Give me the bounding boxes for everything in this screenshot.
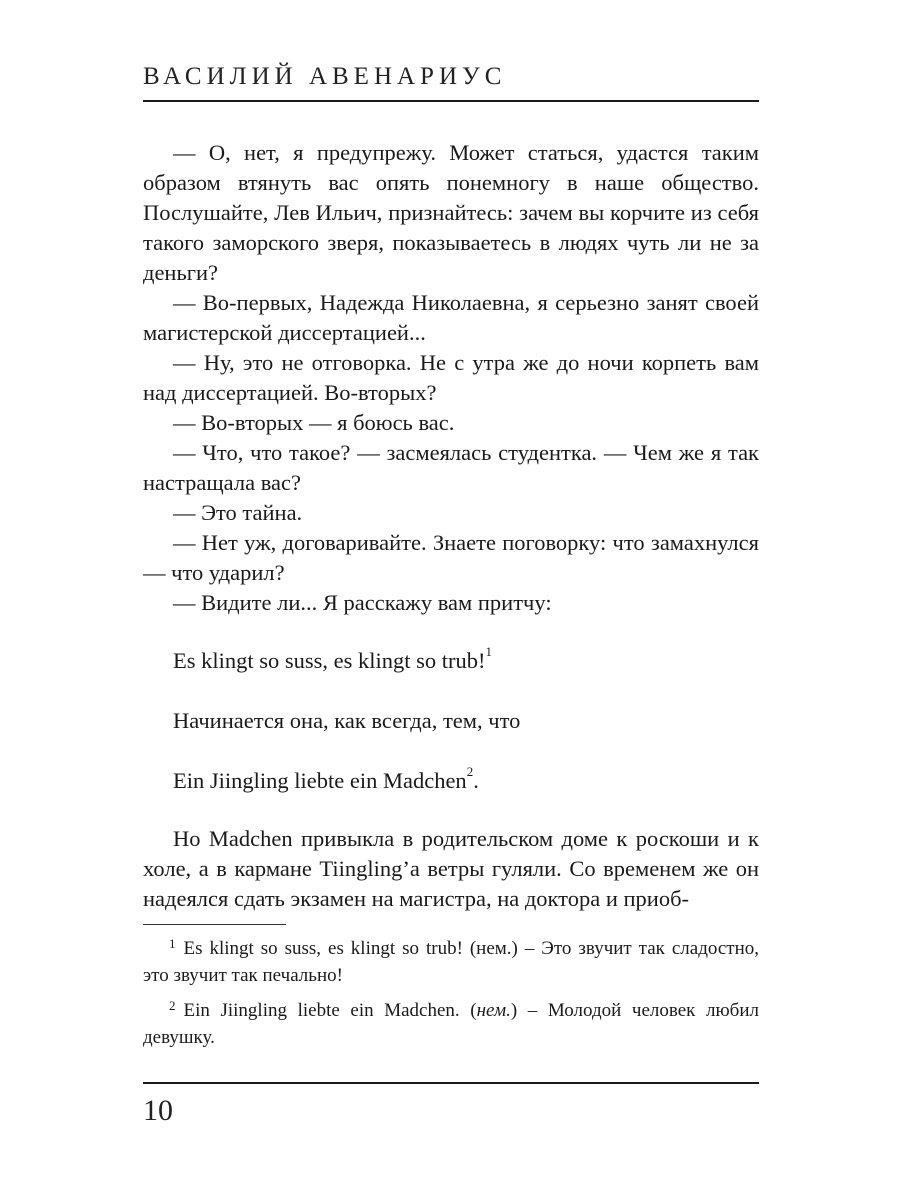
narration-text: Начинается она, как всегда, тем, что <box>173 708 521 733</box>
footnote <box>143 930 759 989</box>
footnote-text: ) – Молодой человек любил девушку. <box>143 1000 759 1048</box>
main-text <box>143 138 759 914</box>
paragraph: — Ну, это не отговорка. Не с утра же до ночи корпеть вам над диссертацией. Во-вторых? <box>143 350 759 405</box>
paragraph: — О, нет, я предупрежу. Может статься, удастся таким образом втянуть вас опять понемногу в наше общество. Послушайте, Лев Ильич, признайтесь: зачем вы корчите из себя такого заморского зверя, показываетесь в людях чуть ли не за деньги? <box>143 140 759 285</box>
paragraph: — Во-первых, Надежда Николаевна, я серьезно занят своей магистерской диссертацией... <box>143 290 759 345</box>
verse-text: Es klingt so suss, es klingt so trub! <box>173 648 486 673</box>
footnote-lang: нем. <box>476 1000 511 1021</box>
paragraph: — Видите ли... Я расскажу вам притчу: <box>173 590 552 615</box>
verse-line-1 <box>143 646 759 676</box>
footnote-number: 1 <box>169 936 176 951</box>
footer-rule <box>143 1082 759 1084</box>
verse-line-2 <box>143 766 759 796</box>
footnote <box>143 992 759 1051</box>
footnote-ref: 1 <box>485 644 493 659</box>
page-number: 10 <box>143 1094 173 1127</box>
paragraph: — Нет уж, договаривайте. Знаете поговорку: что замахнулся — что ударил? <box>143 530 759 585</box>
paragraph: — Во-вторых — я боюсь вас. <box>173 410 455 435</box>
paragraph: — Что, что такое? — засмеялась студентка. — Чем же я так настращала вас? <box>143 440 759 495</box>
footnote-number: 2 <box>169 998 176 1013</box>
narration-line <box>143 706 759 736</box>
footnote-text: Ein Jiingling liebte ein Madchen. ( <box>183 1000 477 1021</box>
footnote-rule <box>143 924 286 925</box>
header-rule <box>143 100 759 102</box>
footnote-text: Es klingt so suss, es klingt so trub! (нем.) – Это звучит так сладостно, это звучит так печально! <box>143 938 759 986</box>
running-header: ВАСИЛИЙ АВЕНАРИУС <box>143 63 507 90</box>
verse-end: . <box>473 768 479 793</box>
paragraph: — Это тайна. <box>173 500 303 525</box>
paragraph: Но Madchen привыкла в родительском доме к роскоши и к холе, а в кармане Tiingling’a ветры гуляли. Со временем же он надеялся сдать экзамен на магистра, на доктора и приоб- <box>143 826 759 911</box>
footnotes <box>143 930 759 1054</box>
verse-text: Ein Jiingling liebte ein Madchen <box>173 768 467 793</box>
footnote-ref: 2 <box>466 764 474 779</box>
